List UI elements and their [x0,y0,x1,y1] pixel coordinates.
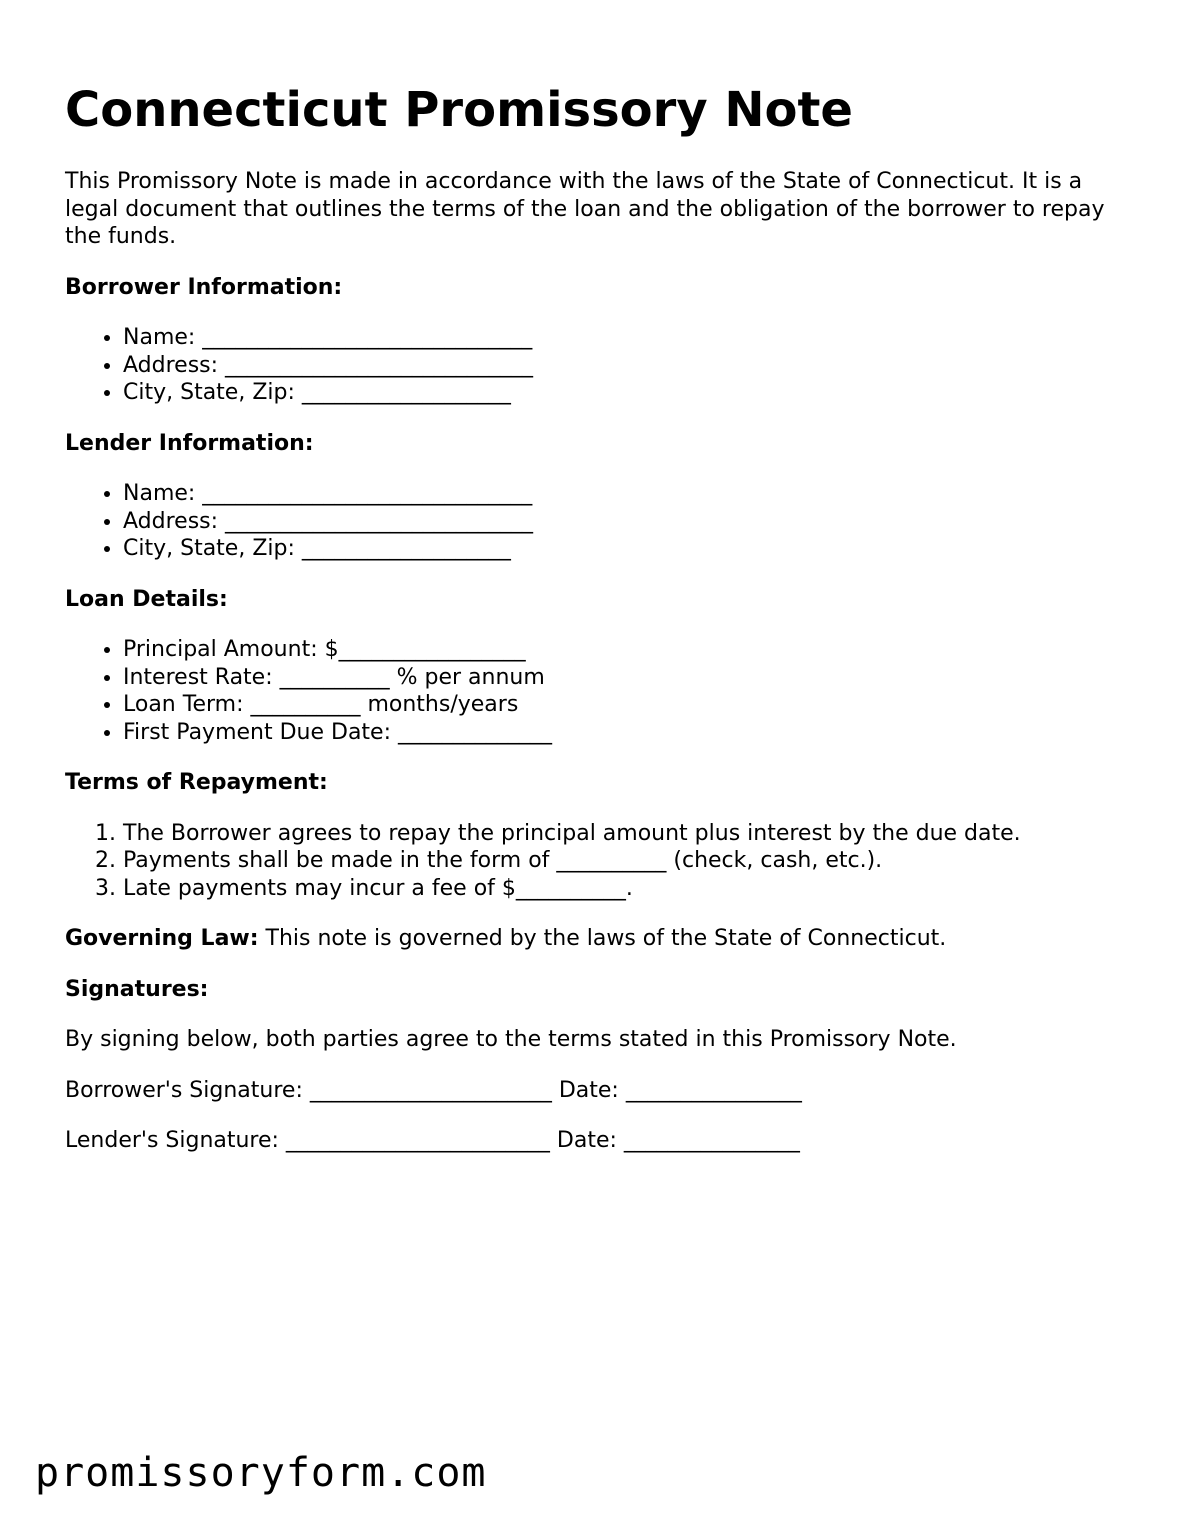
lender-signature-line: Lender's Signature: ________________________ Date: ________________ [65,1128,800,1153]
lender-list [65,480,1125,563]
intro-paragraph: This Promissory Note is made in accordance with the laws of the State of Connecticut. It is a legal document that outlines the terms of the loan and the obligation of the borrower to repay the funds. [65,169,1105,249]
repayment-list [65,820,1125,903]
borrower-heading: Borrower Information: [65,274,343,300]
lender-city-field: • City, State, Zip: ___________________ [123,535,1125,563]
borrower-list [65,324,1125,407]
interest-field: • Interest Rate: __________ % per annum [123,664,1125,692]
lender-address-field: • Address: ____________________________ [123,508,1125,536]
borrower-city-field: • City, State, Zip: ___________________ [123,379,1125,407]
repayment-term-2: 2. Payments shall be made in the form of __________ (check, cash, etc.). [123,847,1125,875]
lender-name-field: • Name: ______________________________ [123,480,1125,508]
borrower-address-field: • Address: ____________________________ [123,352,1125,380]
document-page [65,80,1125,1178]
loan-heading: Loan Details: [65,586,228,612]
term-field: • Loan Term: __________ months/years [123,691,1125,719]
repayment-heading: Terms of Repayment: [65,770,328,795]
borrower-signature-line: Borrower's Signature: ______________________ Date: ________________ [65,1077,802,1103]
signatures-heading: Signatures: [65,976,209,1002]
signatures-statement: By signing below, both parties agree to the terms stated in this Promissory Note. [65,1027,957,1052]
governing-law-text: This note is governed by the laws of the State of Connecticut. [258,926,947,951]
governing-law-label: Governing Law: [65,926,259,951]
first-payment-field: • First Payment Due Date: ______________ [123,719,1125,747]
principal-field: • Principal Amount: $_________________ [123,636,1125,664]
borrower-name-field: • Name: ______________________________ [123,324,1125,352]
repayment-term-3: 3. Late payments may incur a fee of $__________. [123,875,1125,903]
loan-list [65,636,1125,746]
watermark: promissoryform.com [35,1450,487,1496]
repayment-term-1: 1. The Borrower agrees to repay the principal amount plus interest by the due date. [123,820,1125,848]
lender-heading: Lender Information: [65,430,314,456]
governing-law [65,925,1125,953]
page-title: Connecticut Promissory Note [65,82,853,138]
